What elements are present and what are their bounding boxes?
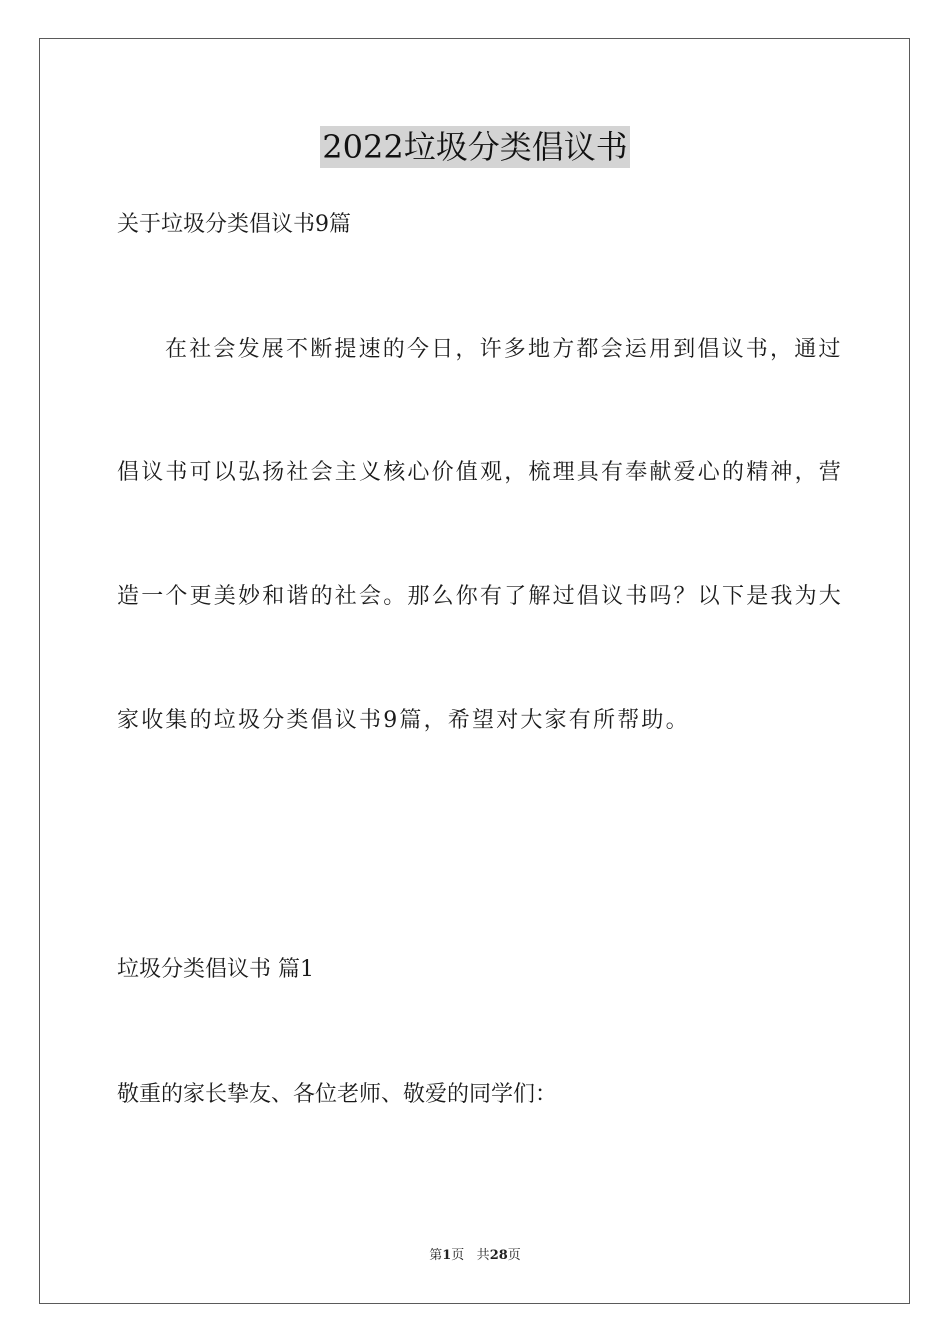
page-prefix: 第 bbox=[429, 1248, 443, 1263]
intro-line-2: 倡议书可以弘扬社会主义核心价值观，梳理具有奉献爱心的精神，营 bbox=[117, 460, 844, 485]
intro-line-1: 在社会发展不断提速的今日，许多地方都会运用到倡议书，通过 bbox=[165, 337, 843, 362]
page-suffix: 页 bbox=[451, 1248, 465, 1263]
intro-line-3: 造一个更美妙和谐的社会。那么你有了解过倡议书吗？以下是我为大 bbox=[117, 584, 844, 609]
document-subtitle: 关于垃圾分类倡议书9篇 bbox=[117, 212, 351, 237]
total-prefix: 共 bbox=[476, 1248, 490, 1263]
section-heading: 垃圾分类倡议书 篇1 bbox=[117, 957, 314, 982]
intro-line-4: 家收集的垃圾分类倡议书9篇，希望对大家有所帮助。 bbox=[117, 708, 690, 733]
page-number: 1 bbox=[442, 1248, 452, 1263]
document-title: 2022垃圾分类倡议书 bbox=[322, 128, 628, 166]
title-container bbox=[0, 126, 950, 168]
salutation: 敬重的家长挚友、各位老师、敬爱的同学们： bbox=[117, 1082, 558, 1107]
total-pages: 28 bbox=[489, 1248, 508, 1263]
total-suffix: 页 bbox=[507, 1248, 521, 1263]
page-footer bbox=[0, 1247, 950, 1265]
